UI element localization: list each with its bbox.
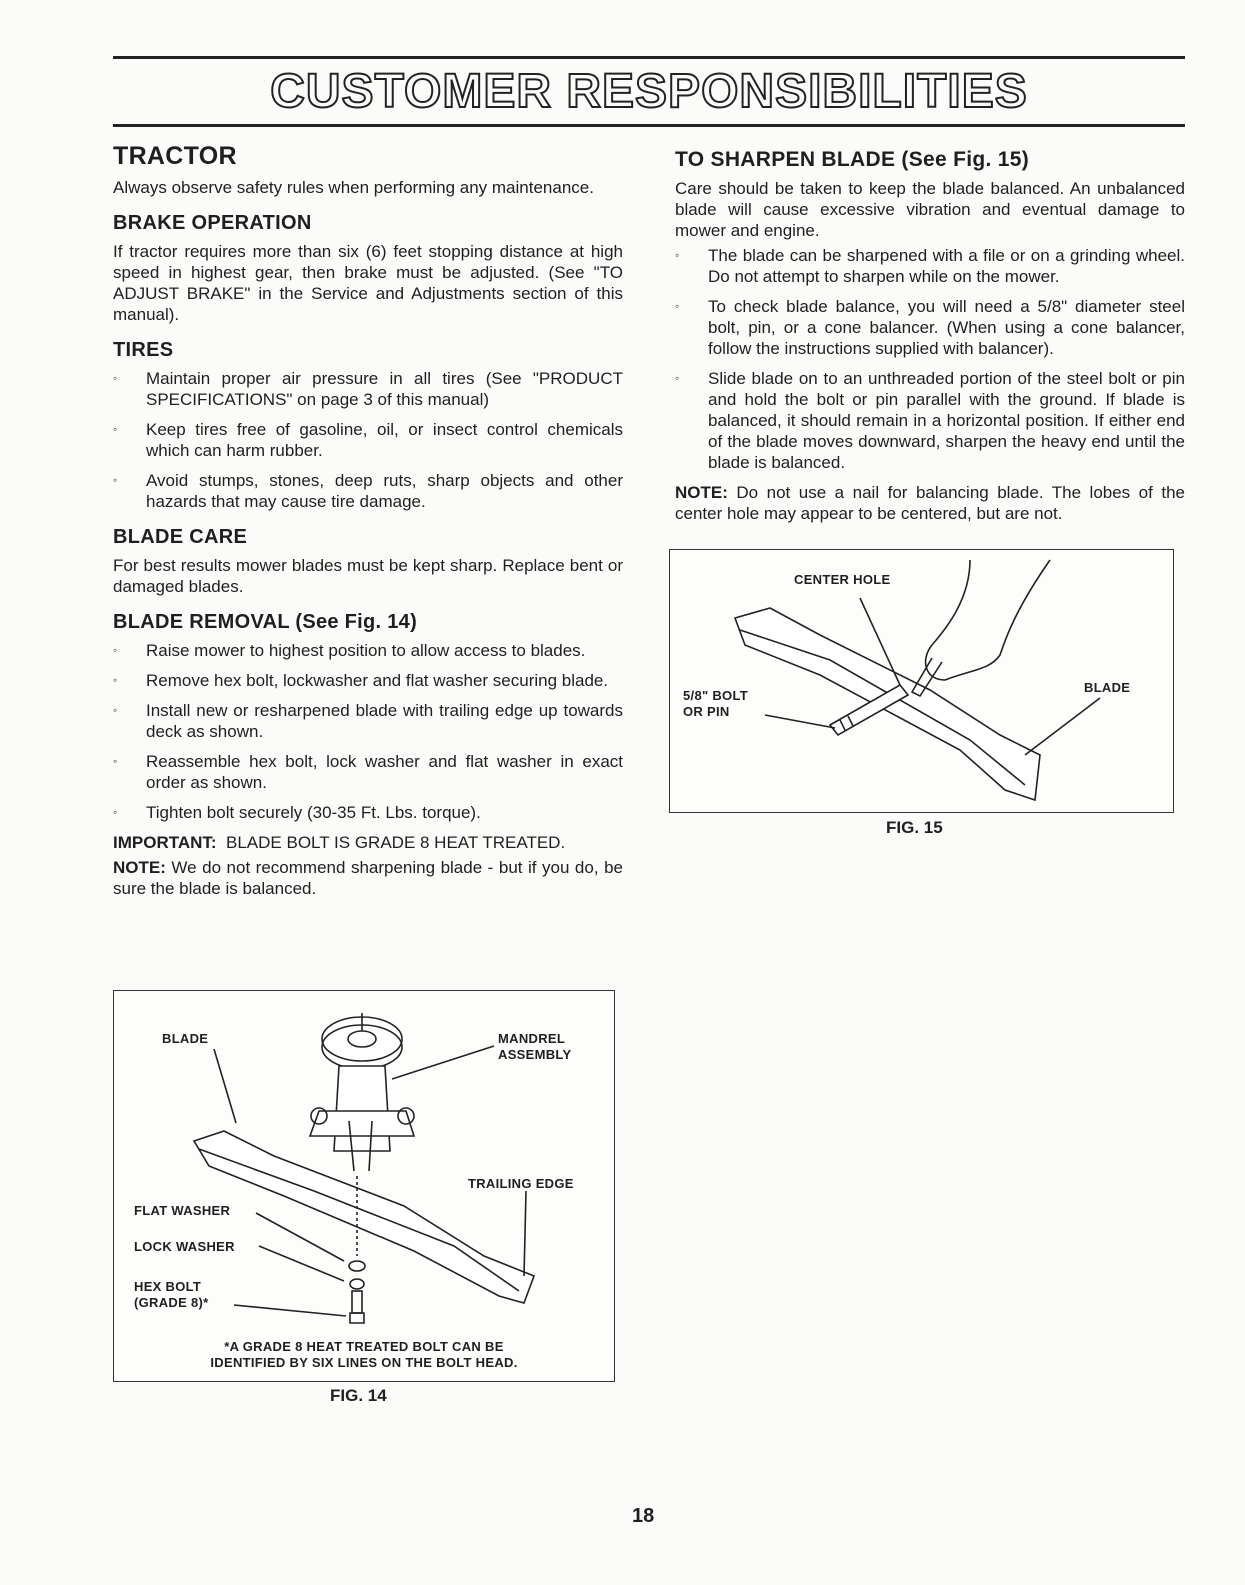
label-lock-washer: LOCK WASHER bbox=[134, 1239, 235, 1254]
list-item: ◦ Keep tires free of gasoline, oil, or insect control chemicals which can harm rubber. bbox=[113, 419, 623, 461]
label-center-hole: CENTER HOLE bbox=[794, 572, 891, 587]
list-item: ◦ To check blade balance, you will need a 5/8" diameter steel bolt, pin, or a cone balancer. (When using a cone balancer, follow the instructions supplied with balancer). bbox=[675, 296, 1185, 359]
note-text: Do not use a nail for balancing blade. The lobes of the center hole may appear to be centered, but are not. bbox=[675, 483, 1185, 523]
page-number: 18 bbox=[632, 1505, 655, 1527]
label-trailing-edge: TRAILING EDGE bbox=[468, 1176, 574, 1191]
list-item: ◦ Reassemble hex bolt, lock washer and flat washer in exact order as shown. bbox=[113, 751, 623, 793]
figure-14 bbox=[113, 990, 615, 1382]
figure-15-caption: FIG. 15 bbox=[886, 818, 943, 837]
label-bolt: 5/8" BOLT bbox=[683, 688, 748, 703]
sharpen-note bbox=[675, 482, 1185, 524]
sharpen-list bbox=[675, 245, 1185, 473]
tires-list bbox=[113, 368, 623, 512]
top-rule bbox=[113, 56, 1185, 59]
important-label: IMPORTANT: bbox=[113, 833, 217, 852]
note-text: We do not recommend sharpening blade - but if you do, be sure the blade is balanced. bbox=[113, 858, 623, 898]
brake-text: If tractor requires more than six (6) feet stopping distance at high speed in highest gear, then brake must be adjusted. (See "TO ADJUST BRAKE" in the Service and Adjustments section of this manual). bbox=[113, 242, 623, 324]
label-hex-bolt: HEX BOLT bbox=[134, 1279, 202, 1294]
label-blade: BLADE bbox=[1084, 680, 1131, 695]
blade-removal-heading: BLADE REMOVAL (See Fig. 14) bbox=[113, 611, 418, 633]
label-flat-washer: FLAT WASHER bbox=[134, 1203, 231, 1218]
sharpen-text: Care should be taken to keep the blade balanced. An unbalanced blade will cause excessive vibration and eventual damage to mower and engine. bbox=[675, 179, 1185, 240]
tractor-heading: TRACTOR bbox=[113, 142, 237, 170]
tractor-text: Always observe safety rules when performing any maintenance. bbox=[113, 178, 594, 197]
label-or-pin: OR PIN bbox=[683, 704, 730, 719]
label-grade: (GRADE 8)* bbox=[134, 1295, 209, 1310]
note-label: NOTE: bbox=[675, 483, 728, 502]
right-column bbox=[675, 142, 1185, 524]
list-item: ◦ Install new or resharpened blade with trailing edge up towards deck as shown. bbox=[113, 700, 623, 742]
figure-15 bbox=[669, 549, 1174, 813]
brake-heading: BRAKE OPERATION bbox=[113, 212, 312, 234]
sharpen-heading: TO SHARPEN BLADE (See Fig. 15) bbox=[675, 148, 1030, 171]
label-mandrel: MANDREL bbox=[498, 1031, 566, 1046]
important-text: BLADE BOLT IS GRADE 8 HEAT TREATED. bbox=[226, 833, 566, 852]
note-label: NOTE: bbox=[113, 858, 166, 877]
important-note bbox=[113, 832, 623, 853]
list-item: ◦ The blade can be sharpened with a file or on a grinding wheel. Do not attempt to sharpen while on the mower. bbox=[675, 245, 1185, 287]
tires-heading: TIRES bbox=[113, 339, 174, 361]
page-title: CUSTOMER RESPONSIBILITIES bbox=[270, 65, 1028, 118]
footnote-line-2: IDENTIFIED BY SIX LINES ON THE BOLT HEAD. bbox=[210, 1355, 518, 1370]
note-paragraph bbox=[113, 857, 623, 899]
figure-14-caption: FIG. 14 bbox=[330, 1386, 387, 1405]
blade-care-heading: BLADE CARE bbox=[113, 526, 248, 548]
title-underline bbox=[113, 124, 1185, 127]
label-blade: BLADE bbox=[162, 1031, 209, 1046]
list-item: ◦ Slide blade on to an unthreaded portion of the steel bolt or pin and hold the bolt or pin parallel with the ground. If blade is balanced, it should remain in a horizontal position. If either end of the blade moves downward, sharpen the heavy end until the blade is balanced. bbox=[675, 368, 1185, 473]
removal-list bbox=[113, 640, 623, 823]
list-item: ◦ Avoid stumps, stones, deep ruts, sharp objects and other hazards that may cause tire damage. bbox=[113, 470, 623, 512]
list-item: ◦ Remove hex bolt, lockwasher and flat washer securing blade. bbox=[113, 670, 623, 691]
footnote-line-1: *A GRADE 8 HEAT TREATED BOLT CAN BE bbox=[224, 1339, 504, 1354]
list-item: ◦ Raise mower to highest position to allow access to blades. bbox=[113, 640, 623, 661]
left-column bbox=[113, 142, 623, 899]
blade-care-text: For best results mower blades must be kept sharp. Replace bent or damaged blades. bbox=[113, 556, 623, 596]
label-assembly: ASSEMBLY bbox=[498, 1047, 572, 1062]
list-item: ◦ Tighten bolt securely (30-35 Ft. Lbs. torque). bbox=[113, 802, 623, 823]
list-item: ◦ Maintain proper air pressure in all tires (See "PRODUCT SPECIFICATIONS" on page 3 of this manual) bbox=[113, 368, 623, 410]
